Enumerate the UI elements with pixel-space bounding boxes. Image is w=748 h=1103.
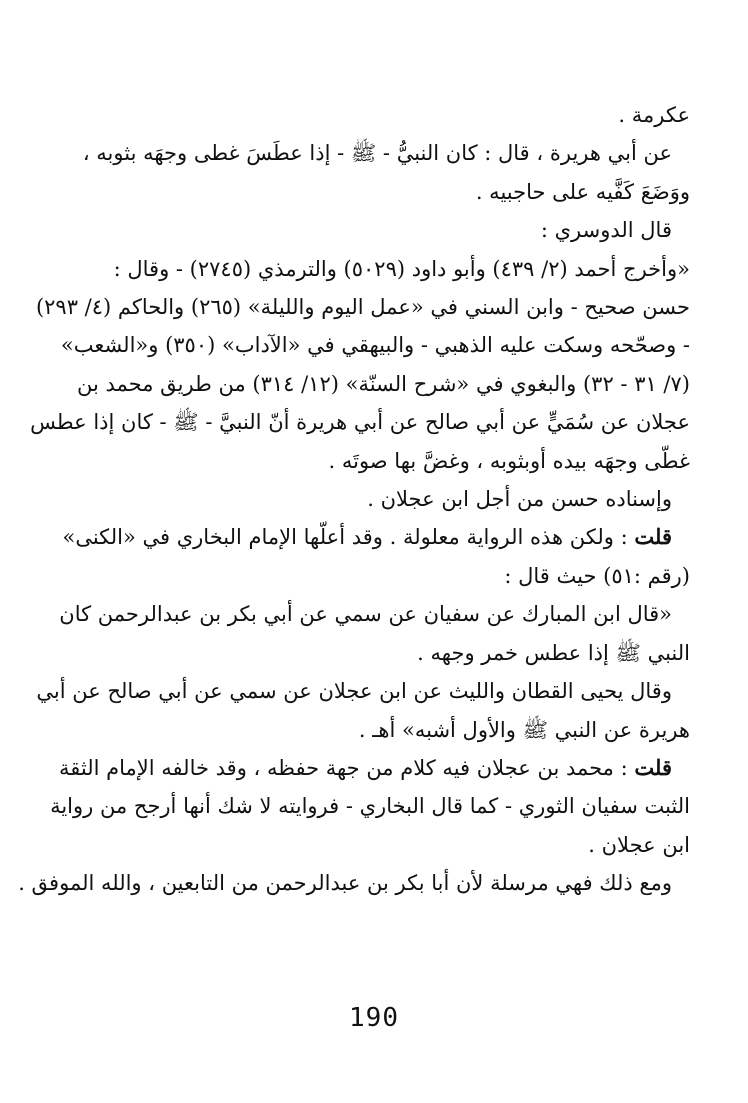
- text-line: - وصحّحه وسكت عليه الذهبي - والبيهقي في «الآداب» (٣٥٠) و«الشعب»: [60, 333, 690, 358]
- text-line: هريرة عن النبي ﷺ والأول أشبه» أهـ .: [358, 717, 690, 742]
- text-line: وإسناده حسن من أجل ابن عجلان .: [367, 487, 672, 512]
- text-line: (رقم :٥١) حيث قال :: [504, 563, 690, 588]
- text-line: ومع ذلك فهي مرسلة لأن أبا بكر بن عبدالرحمن من التابعين ، والله الموفق .: [18, 871, 672, 896]
- qult-text: : ولكن هذه الرواية معلولة . وقد أعلّها الإمام البخاري في «الكنى»: [62, 525, 628, 550]
- qult-label: قلت: [634, 524, 672, 550]
- text-line: الثبت سفيان الثوري - كما قال البخاري - فروايته لا شك أنها أرجح من رواية: [50, 794, 690, 819]
- text-line: ابن عجلان .: [588, 832, 690, 857]
- text-line: (٧/ ٣١ - ٣٢) والبغوي في «شرح السنّة» (١٢/ ٣١٤) من طريق محمد بن: [76, 371, 690, 396]
- text-line: حسن صحيح - وابن السني في «عمل اليوم والليلة» (٢٦٥) والحاكم (٤/ ٢٩٣): [35, 295, 690, 320]
- page-number: 190: [349, 1003, 399, 1033]
- text-line: «قال ابن المبارك عن سفيان عن سمي عن أبي بكر بن عبدالرحمن كان: [59, 602, 672, 627]
- text-line: غطّى وجهَه بيده أوبثوبه ، وغضَّ بها صوتَه .: [328, 448, 690, 473]
- text-line: [60, 518, 690, 556]
- text-line: ووَضَعَ كَفَّيه على حاجبيه .: [475, 179, 690, 204]
- text-line: عكرمة .: [618, 103, 690, 127]
- text-line: عجلان عن سُمَيٍّ عن أبي صالح عن أبي هريرة أنّ النبيَّ - ﷺ - كان إذا عطس: [30, 410, 690, 435]
- text-line: «وأخرج أحمد (٢/ ٤٣٩) وأبو داود (٥٠٢٩) والترمذي (٢٧٤٥) - وقال :: [113, 256, 690, 281]
- text-line: قال الدوسري :: [540, 218, 672, 243]
- qult-label: قلت: [634, 754, 672, 780]
- page-text: [18, 96, 690, 903]
- text-line: عن أبي هريرة ، قال : كان النبيُّ - ﷺ - إذا عطَسَ غطى وجهَه بثوبه ،: [82, 141, 672, 166]
- text-line: النبي ﷺ إذا عطس خمر وجهه .: [417, 640, 690, 665]
- qult-text: : محمد بن عجلان فيه كلام من جهة حفظه ، وقد خالفه الإمام الثقة: [59, 755, 628, 780]
- text-line: وقال يحيى القطان والليث عن ابن عجلان عن سمي عن أبي صالح عن أبي: [36, 679, 672, 704]
- text-line: [60, 749, 690, 787]
